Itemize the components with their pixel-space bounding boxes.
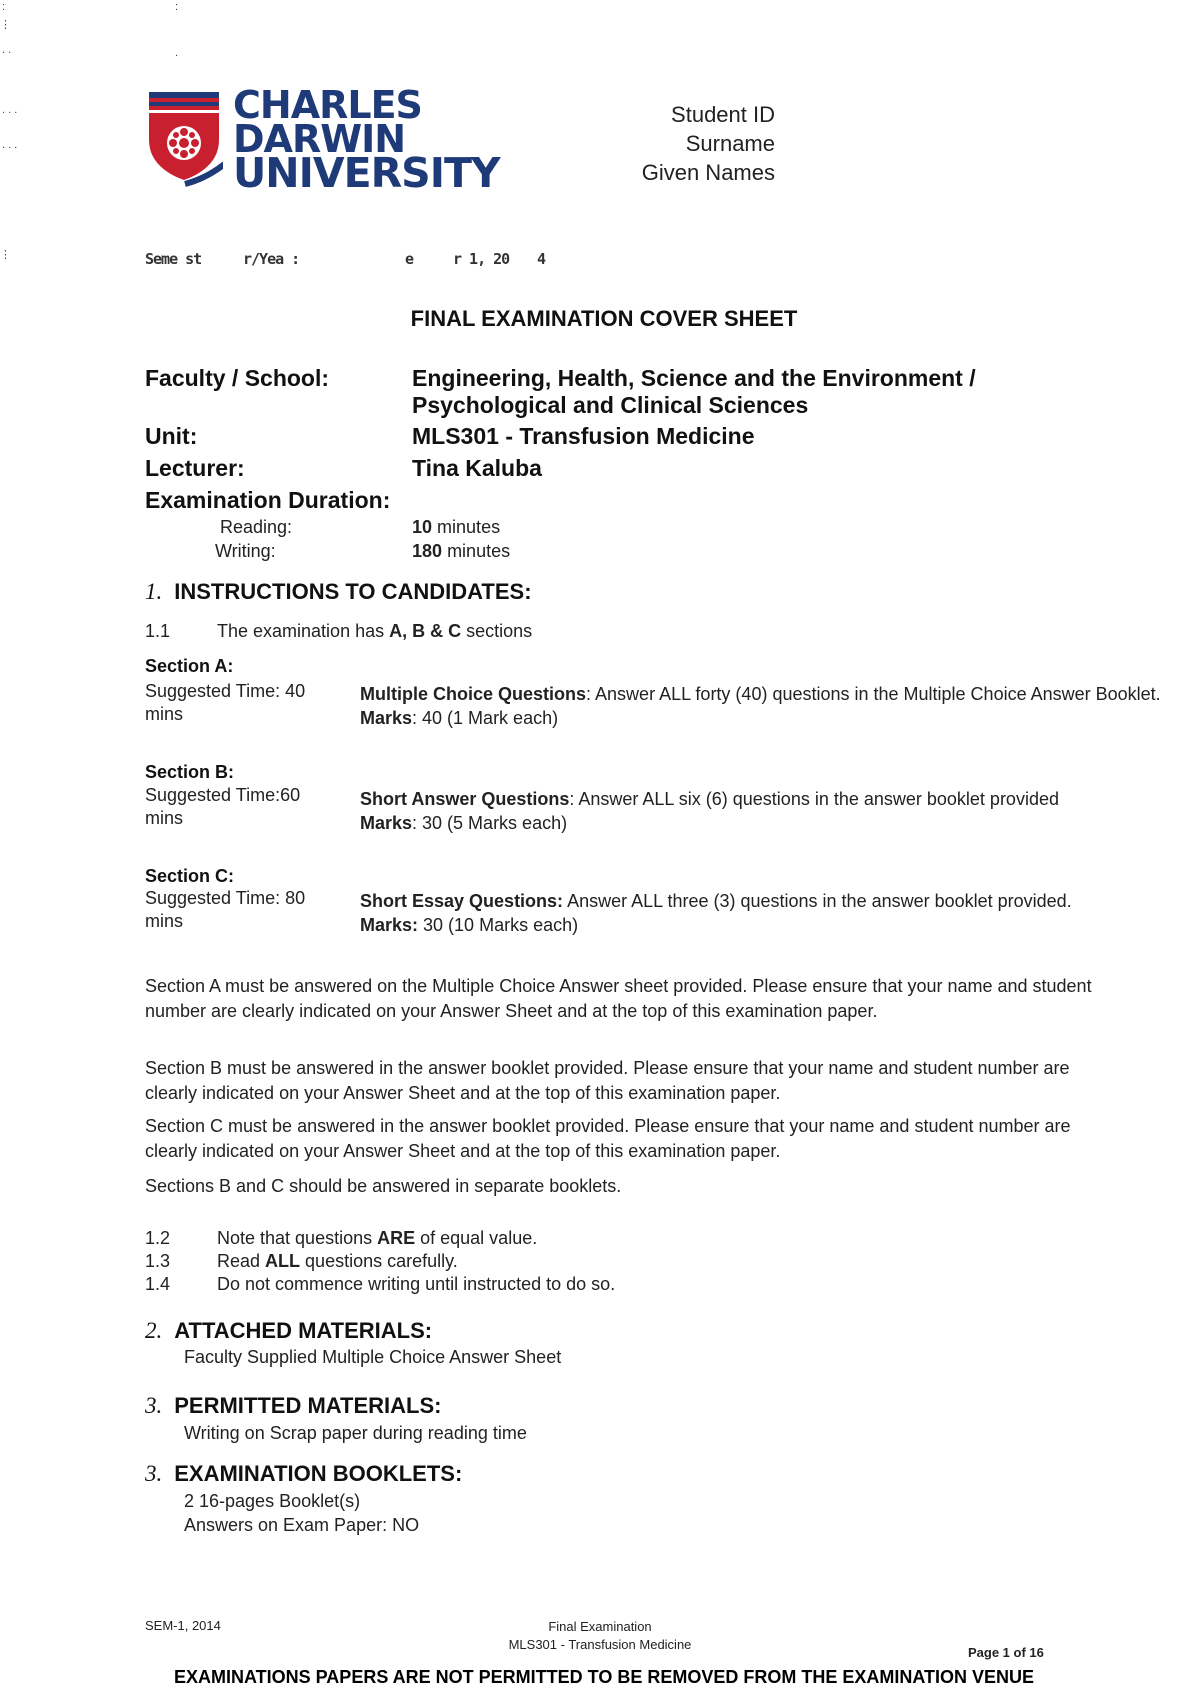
question-type: Short Essay Questions: <box>360 891 564 911</box>
logo-wordmark <box>233 83 500 197</box>
item-number: 1.4 <box>145 1274 171 1294</box>
instruction-1-4 <box>145 1273 615 1296</box>
surname-label: Surname <box>685 131 775 156</box>
section-b-note: Section B must be answered in the answer booklet provided. Please ensure that your name and student number are clearly indicated on your Answer Sheet and at the top of this examination paper. <box>145 1058 1070 1103</box>
item-text: The examination has <box>217 621 390 641</box>
semester-fragment: r/Yea : <box>243 250 300 268</box>
student-id-label: Student ID <box>671 102 775 127</box>
unit-label: Unit: <box>145 423 198 449</box>
semester-fragment: 4 <box>537 250 546 268</box>
footer-exam-label: Final Examination <box>548 1619 652 1634</box>
marks-text: : 30 (5 Marks each) <box>412 813 568 833</box>
section-heading-text: INSTRUCTIONS TO CANDIDATES: <box>174 579 532 604</box>
question-text: Answer ALL three (3) questions in the answer booklet provided. <box>563 891 1072 911</box>
writing-value <box>412 541 510 562</box>
reading-label: Reading: <box>220 517 293 537</box>
section-description <box>360 682 1200 730</box>
section-number: 2. <box>145 1318 163 1343</box>
logo-word-2: DARWIN <box>233 117 406 161</box>
question-text: : Answer ALL forty (40) questions in the Multiple Choice Answer Booklet. <box>586 684 1161 704</box>
instruction-1-1 <box>145 619 532 644</box>
footer-center <box>400 1618 800 1654</box>
section-description <box>360 787 1200 835</box>
section-title: Section C: <box>145 866 235 886</box>
booklets-line-2: Answers on Exam Paper: NO <box>184 1515 420 1535</box>
page-title: FINAL EXAMINATION COVER SHEET <box>410 306 798 331</box>
footer-semester: SEM-1, 2014 <box>145 1618 221 1633</box>
section-number: 1. <box>145 579 163 604</box>
section-heading-text: EXAMINATION BOOKLETS: <box>174 1461 463 1486</box>
permitted-materials-text: Writing on Scrap paper during reading time <box>184 1423 527 1443</box>
section-heading-text: ATTACHED MATERIALS: <box>174 1318 433 1343</box>
page-number: Page 1 of 16 <box>968 1645 1044 1660</box>
suggested-time: Suggested Time:60 mins <box>145 785 301 828</box>
section-b <box>145 762 1085 833</box>
section-a-note: Section A must be answered on the Multiple Choice Answer sheet provided. Please ensure that your name and student number are clearly indicated on your Answer Sheet and at the top of this examination paper. <box>145 976 1092 1021</box>
footer-warning: EXAMINATIONS PAPERS ARE NOT PERMITTED TO BE REMOVED FROM THE EXAMINATION VENUE <box>173 1667 1035 1687</box>
suggested-time: Suggested Time: 80 mins <box>145 888 306 931</box>
writing-unit: minutes <box>447 541 511 561</box>
item-text-bold: ARE <box>377 1228 416 1248</box>
item-text: Note that questions <box>217 1228 378 1248</box>
logo-word-1: CHARLES <box>233 83 422 127</box>
question-text: : Answer ALL six (6) questions in the answer booklet provided <box>569 789 1059 809</box>
attached-materials-text: Faculty Supplied Multiple Choice Answer Sheet <box>184 1347 562 1367</box>
semester-fragment: r 1, 20 <box>453 250 510 268</box>
section-c <box>145 866 1085 935</box>
section-heading-text: PERMITTED MATERIALS: <box>174 1393 442 1418</box>
writing-minutes: 180 <box>412 541 443 561</box>
section-a <box>145 656 1161 728</box>
reading-unit: minutes <box>437 517 501 537</box>
booklets-line-1: 2 16-pages Booklet(s) <box>184 1491 361 1511</box>
question-type: Short Answer Questions <box>360 789 570 809</box>
lecturer-label: Lecturer: <box>145 455 245 481</box>
marks-label: Marks <box>360 708 413 728</box>
instruction-1-3 <box>145 1250 615 1273</box>
section-description <box>360 889 1200 937</box>
semester-fragment: e <box>405 250 414 268</box>
instruction-1-2 <box>145 1227 615 1250</box>
instructions-heading <box>145 579 532 605</box>
faculty-label: Faculty / School: <box>145 365 330 391</box>
university-logo <box>145 83 515 200</box>
given-names-label: Given Names <box>641 160 775 185</box>
examination-booklets-text <box>184 1489 419 1537</box>
section-title: Section A: <box>145 656 234 676</box>
item-number: 1.3 <box>145 1251 171 1271</box>
faculty-value <box>412 365 1052 419</box>
item-text-bold: A, B & C <box>389 621 462 641</box>
writing-label: Writing: <box>215 541 276 561</box>
item-text: sections <box>461 621 533 641</box>
duration-label: Examination Duration: <box>145 487 391 513</box>
marks-label: Marks <box>360 813 413 833</box>
logo-word-3: UNIVERSITY <box>233 149 500 197</box>
item-text: questions carefully. <box>300 1251 458 1271</box>
question-type: Multiple Choice Questions <box>360 684 587 704</box>
suggested-time: Suggested Time: 40 mins <box>145 681 306 724</box>
scan-marks: : : ⋮ . . . . . . . . . ⋮ <box>0 1 179 261</box>
marks-text: : 40 (1 Mark each) <box>412 708 559 728</box>
marks-text: 30 (10 Marks each) <box>418 915 579 935</box>
unit-value: MLS301 - Transfusion Medicine <box>412 423 755 449</box>
attached-materials-heading <box>145 1318 432 1344</box>
item-text: Read <box>217 1251 266 1271</box>
marks-label: Marks: <box>360 915 419 935</box>
instruction-list <box>145 1227 615 1296</box>
university-crest-icon <box>145 88 223 188</box>
faculty-value-line-2: Psychological and Clinical Sciences <box>412 392 809 418</box>
faculty-value-line-1: Engineering, Health, Science and the Environment / <box>412 365 976 391</box>
permitted-materials-heading <box>145 1393 442 1419</box>
item-number: 1.1 <box>145 621 171 641</box>
student-fields <box>642 100 775 187</box>
reading-value <box>412 517 500 538</box>
section-title: Section B: <box>145 762 235 782</box>
reading-minutes: 10 <box>412 517 433 537</box>
item-text: Do not commence writing until instructed to do so. <box>217 1274 616 1294</box>
section-number: 3. <box>145 1461 163 1486</box>
lecturer-value: Tina Kaluba <box>412 455 542 481</box>
examination-booklets-heading <box>145 1461 462 1487</box>
semester-fragment: Seme st <box>145 250 202 268</box>
item-number: 1.2 <box>145 1228 171 1248</box>
separate-booklets-note: Sections B and C should be answered in separate booklets. <box>145 1176 622 1196</box>
item-text-bold: ALL <box>265 1251 301 1271</box>
section-c-note: Section C must be answered in the answer booklet provided. Please ensure that your name and student number are clearly indicated on your Answer Sheet and at the top of this examination paper. <box>145 1116 1071 1161</box>
footer-unit-label: MLS301 - Transfusion Medicine <box>508 1637 692 1652</box>
section-number: 3. <box>145 1393 163 1418</box>
item-text: of equal value. <box>415 1228 538 1248</box>
